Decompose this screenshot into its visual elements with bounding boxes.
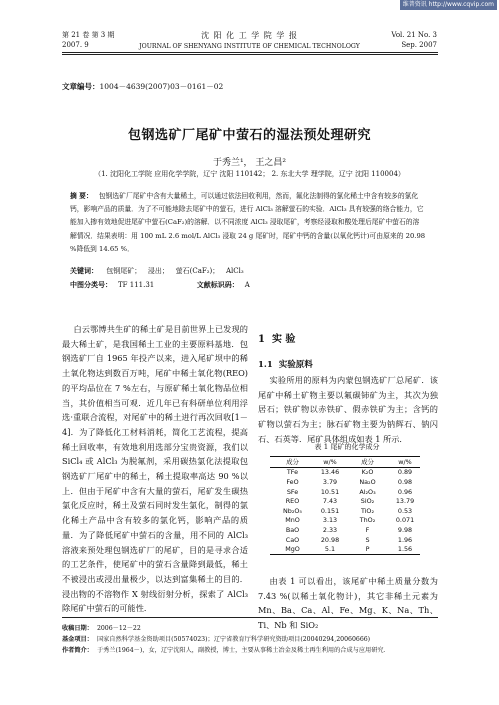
table-cell: 7.43 [322, 497, 338, 506]
table-cell: TiO₂ [360, 506, 375, 515]
classification [70, 280, 250, 290]
clc-value: TF 111.31 [118, 281, 155, 289]
clc-label: 中图分类号： [70, 280, 112, 289]
keywords [70, 266, 244, 276]
footnote-received [62, 623, 141, 632]
table-cell: Al₂O₃ [359, 487, 376, 496]
table-row [270, 477, 420, 487]
table-cell: P [365, 545, 370, 554]
table-cell: REO [285, 497, 300, 506]
table-cell: SFe [286, 487, 299, 496]
keywords-label: 关键词： [70, 266, 98, 275]
document-number-value: 1004－4639(2007)03－0161－02 [99, 82, 224, 91]
table-row [270, 535, 420, 545]
subsection-title: 实验原料 [278, 360, 313, 370]
header-rule [62, 52, 438, 53]
table-row [270, 496, 420, 506]
table-cell: Na₂O [359, 477, 376, 486]
table-cell: 0.53 [397, 506, 413, 515]
footnote-author [62, 645, 390, 654]
table-header-cell: 成分 [286, 458, 299, 467]
composition-table [270, 456, 420, 555]
table-row [270, 487, 420, 497]
header-journal-en: JOURNAL OF SHENYANG INSTITUTE OF CHEMICAL TECHNOLOGY [139, 43, 360, 50]
table-cell: 0.96 [397, 487, 413, 496]
table-row [270, 516, 420, 526]
section-heading [258, 330, 295, 345]
header-date-left: 2007. 9 [62, 41, 89, 49]
table-cell: MnO [285, 516, 300, 525]
table-cell: Nb₂O₅ [283, 506, 302, 515]
article-title: 包钢选矿厂尾矿中萤石的湿法预处理研究 [127, 128, 371, 143]
table-cell: 0.071 [395, 516, 415, 525]
subsection-number: 1.1 [258, 360, 273, 370]
table-cell: CaO [285, 535, 300, 544]
table-cell: TFe [286, 468, 299, 477]
table-row [270, 467, 420, 477]
keyword-item: 萤石(CaF₂)； [175, 267, 220, 275]
document-number [62, 81, 223, 92]
section-number: 1 [258, 334, 265, 345]
table-cell: ThO₂ [359, 516, 376, 525]
header-rule-thin [62, 54, 438, 55]
table-cell: F [365, 525, 370, 534]
header-volume-en: Vol. 21 No. 3 [391, 31, 437, 39]
affiliations: （1. 沈阳化工学院 应用化学学院，辽宁 沈阳 110142； 2. 东北大学 理学院，辽宁 沈阳 110004） [94, 170, 405, 178]
footnote-rule [62, 617, 438, 618]
table-cell: SiO₂ [360, 497, 375, 506]
subsection-heading [258, 358, 313, 370]
table-row [270, 506, 420, 516]
keyword-item: AlCl₃ [225, 267, 244, 275]
watermark: 维普资讯 http://www.cqvip.com [400, 0, 497, 10]
table-cell: 3.79 [322, 477, 338, 486]
received-date: 2006－12－22 [96, 625, 141, 632]
table-cell: 9.98 [397, 525, 413, 534]
received-label: 收稿日期： [62, 625, 93, 632]
keyword-item: 浸出； [147, 267, 169, 275]
header-date-right: Sep. 2007 [401, 41, 437, 49]
table-header-row [270, 457, 420, 468]
table-header-cell: w/% [398, 457, 412, 466]
footnote-fund [62, 634, 370, 643]
keyword-item: 包钢尾矿； [106, 267, 142, 275]
table-cell: 0.89 [397, 468, 413, 477]
table-cell: 1.96 [397, 535, 413, 544]
introduction [62, 322, 248, 616]
abstract [70, 190, 426, 256]
table-cell: 20.98 [320, 535, 340, 544]
table-row [270, 525, 420, 535]
table-cell: 3.13 [322, 516, 338, 525]
table-caption: 表 1 尾矿的化学成分 [314, 443, 380, 451]
document-code-label: 文献标识码： [196, 280, 239, 289]
table-cell: MgO [285, 545, 300, 554]
table-cell: 5.1 [324, 545, 336, 554]
table-cell: 2.33 [322, 525, 338, 534]
table-cell: 0.98 [397, 477, 413, 486]
header-journal-cn: 沈 阳 化 工 学 院 学 报 [201, 31, 298, 40]
results-text: 由表 1 可以看出，该尾矿中稀土质量分数为 7.43 %(以稀土氧化物计)，其它非稀土元素为 Mn、Ba、Ca、Al、Fe、Mg、K、Na、Th、Ti、Nb 和 SiO₂ [258, 576, 438, 631]
table-cell: 13.79 [395, 497, 415, 506]
fund-text: 国家自然科学基金资助项目(50574023)；辽宁省教育厅科学研究资助项目(20040294,20060666) [96, 636, 371, 643]
table-cell: S [365, 535, 370, 544]
table-row [270, 544, 420, 554]
table-cell: BaO [285, 525, 300, 534]
table-cell: K₂O [361, 468, 374, 477]
table-cell: 13.46 [320, 468, 340, 477]
table-header-cell: 成分 [361, 458, 374, 467]
author-bio-text: 于秀兰(1964－)，女，辽宁沈阳人，副教授，博士，主要从事稀土冶金及稀土再生利用的合成与应用研究． [96, 647, 390, 654]
results-paragraph [258, 574, 438, 633]
materials-text: 实验所用的原料为内蒙包钢选矿厂总尾矿．该尾矿中稀土矿物主要以氟碳铈矿为主，其次为独居石；铁矿物以赤铁矿、假赤铁矿为主；含钙的矿物以萤石为主；脉石矿物主要为钠辉石、钠闪石、石英等．尾矿具体组成如表 1 所示． [258, 375, 438, 444]
intro-paragraph: 白云鄂博共生矿的稀土矿是目前世界上已发现的最大稀土矿，是我国稀土工业的主要原料基地．包钢选矿厂自 1965 年投产以来，进入尾矿坝中的稀土氧化物达到数百万吨，尾矿中稀土氧化物(REO)的平均品位在 7 %左右，与原矿稀土氧化物品位相当，其价值相当可观．近几年已有科研单位利用浮选·重联合流程，对尾矿中的稀土进行再次回收[1－4]．为了降低化工材料消耗，简化工艺流程，提高稀土回收率，有效地利用选部分宝贵资源，我们以 SiCl₄ 或 AlCl₃ 为脱氟剂，采用碳热氯化法提取包钢选矿厂尾矿中的稀土，稀土提取率高达 90 %以上．但由于尾矿中含有大量的萤石，尾矿发生碳热氯化反应时，稀土及萤石同时发生氯化，制得的氯化稀土产品中含有较多的氯化钙，影响产品的质量．为了降低尾矿中萤石的含量，用不同的 AlCl₃ 溶液来预处理包钢选矿厂的尾矿，目的是寻求合适的工艺条件，使尾矿中的萤石含量降到最低，稀土不被浸出或浸出量极少，以达到富集稀土的目的．浸出物的不溶物作 X 射线衍射分析，探索了 AlCl₃ 除尾矿中萤石的可能性． [62, 324, 248, 614]
table-cell: 0.151 [320, 506, 340, 515]
table-cell: 1.56 [397, 545, 413, 554]
fund-label: 基金项目： [62, 636, 93, 643]
authors: 于秀兰¹， 王之昌² [212, 158, 287, 168]
header-volume-cn: 第 21 卷 第 3 期 [62, 31, 115, 39]
author-bio-label: 作者简介： [62, 647, 93, 654]
materials-paragraph [258, 373, 438, 447]
abstract-text: 包钢选矿厂尾矿中含有大量稀土，可以通过依法回收利用，然而，氟化法制得的氯化稀土中含有较多的氯化钙，影响产品的质量．为了不可能地除去尾矿中的萤石，进行 AlCl₃ 溶解萤石的实验．AlCl₃ 具有较强的络合能力，它能加入掺有效地促进尾矿中萤石(CaF₂)的溶解．以不同浓度 AlCl₃ 浸取尾矿，考察经浸取和酸处理后尾矿中萤石的溶解情况．结果表明：用 100 mL 2.6 mol/L AlCl₃ 浸取 24 g 尾矿时，尾矿中钙的含量(以氧化钙计)可由原来的 20.98 %降低到 14.65 %． [70, 192, 426, 253]
abstract-label: 摘 要： [70, 192, 93, 200]
table-cell: FeO [286, 477, 299, 486]
section-title: 实 验 [271, 334, 296, 345]
document-number-label: 文章编号： [62, 82, 100, 91]
document-code-value: A [244, 281, 250, 289]
table-header-cell: w/% [323, 457, 337, 466]
table-cell: 10.51 [320, 487, 340, 496]
